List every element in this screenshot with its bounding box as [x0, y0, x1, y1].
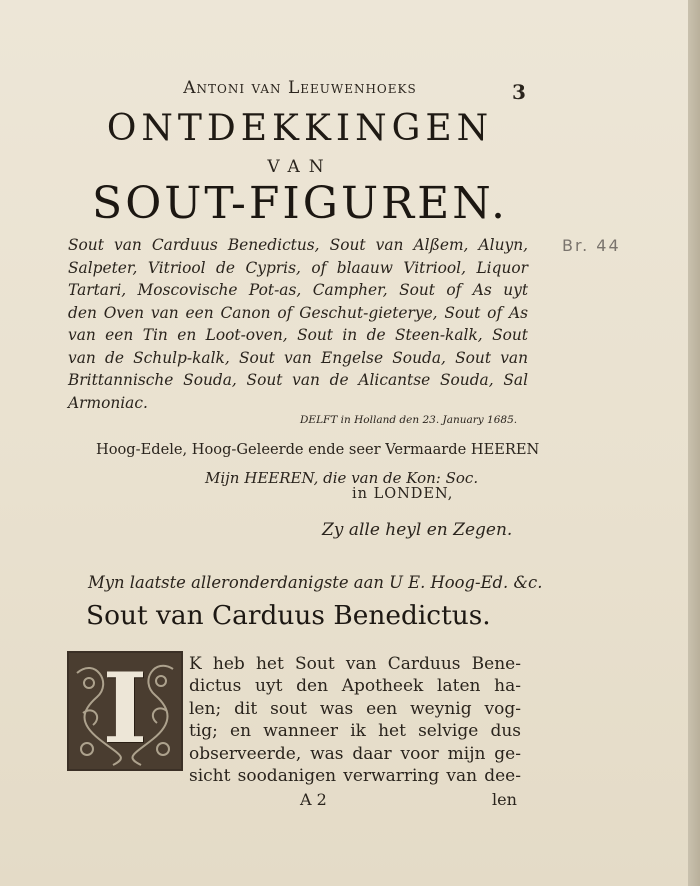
- summary-paragraph: [68, 234, 528, 414]
- summary-line: Sout van Carduus Benedictus, Sout van Alßem, Aluyn,: [68, 236, 528, 254]
- summary-line: Salpeter, Vitriool de Cypris, of blaauw Vitriool, Liquor: [68, 258, 528, 277]
- body-line: K heb het Sout van Carduus Bene-: [189, 654, 521, 674]
- body-line: len; dit sout was een weynig vog-: [189, 698, 521, 719]
- body-line: dictus uyt den Apotheek laten ha-: [189, 676, 521, 697]
- body-paragraph: [189, 653, 521, 787]
- body-line: sicht soodanigen verwarring van dee-: [189, 766, 521, 787]
- summary-line: Armoniac.: [68, 393, 148, 412]
- body-line: tig; en wanneer ik het selvige dus: [189, 721, 521, 742]
- handwritten-margin-note: Br. 44: [562, 236, 621, 255]
- page-number: 3: [512, 80, 526, 104]
- salutation-line-1: Hoog-Edele, Hoog-Geleerde ende seer Vermaarde HEEREN: [96, 441, 540, 458]
- decorated-initial: [67, 651, 183, 771]
- section-heading: Sout van Carduus Benedictus.: [86, 600, 491, 631]
- title-line-3: SOUT-FIGUREN.: [92, 178, 508, 229]
- signature-mark: A 2: [300, 790, 327, 809]
- summary-line: van een Tin en Loot-oven, Sout in de Steen-kalk, Sout: [68, 326, 528, 344]
- summary-line: Brittannische Souda, Sout van de Alicantse Souda, Sal: [68, 371, 528, 389]
- summary-line: den Oven van een Canon of Geschut-gieterye, Sout of As: [68, 303, 528, 322]
- dedication-line: Myn laatste alleronderdanigste aan U E. Hoog-Ed. &c.: [88, 573, 543, 592]
- page-edge: [688, 0, 700, 886]
- body-line: observeerde, was daar voor mijn ge-: [189, 743, 521, 764]
- catchword: len: [492, 790, 517, 809]
- title-line-2: VAN: [267, 157, 333, 177]
- initial-letter: I: [102, 652, 148, 765]
- title-line-1: ONTDEKKINGEN: [106, 108, 494, 149]
- salutation-line-4: Zy alle heyl en Zegen.: [322, 520, 513, 540]
- summary-line: Tartari, Moscovische Pot-as, Campher, Sout of As uyt: [68, 281, 528, 299]
- salutation-line-2: Mijn HEEREN, die van de Kon: Soc.: [205, 469, 479, 487]
- dateline: DELFT in Holland den 23. January 1685.: [300, 414, 518, 426]
- running-head: Antoni van Leeuwenhoeks: [183, 78, 417, 98]
- salutation-line-3: in LONDEN,: [352, 486, 454, 502]
- summary-line: van de Schulp-kalk, Sout van Engelse Souda, Sout van: [68, 348, 528, 367]
